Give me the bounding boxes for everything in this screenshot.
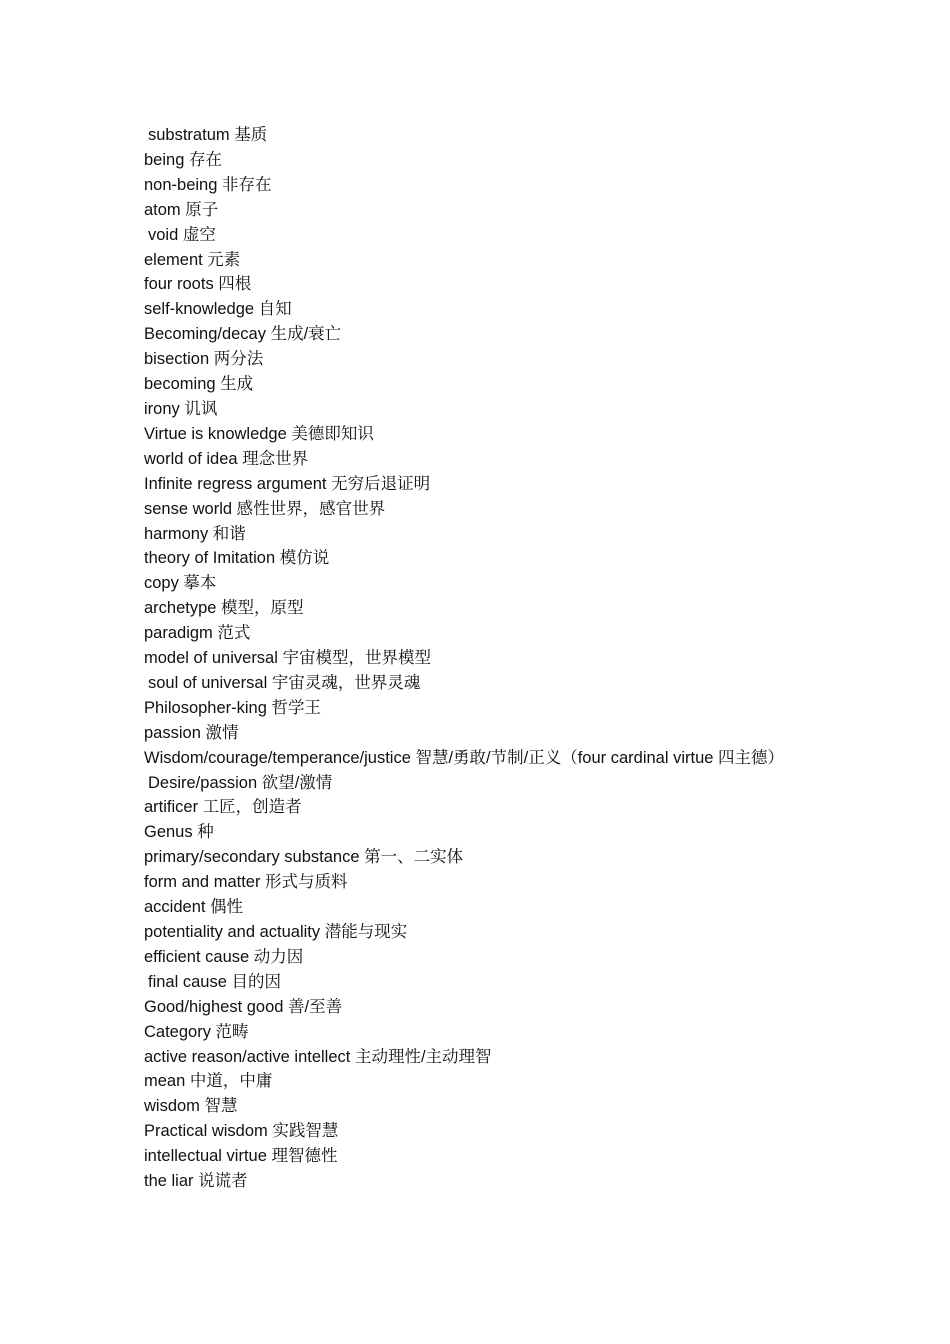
glossary-term: Category 范畴 (144, 1022, 249, 1041)
glossary-list (144, 123, 810, 1194)
glossary-term: Practical wisdom 实践智慧 (144, 1122, 339, 1141)
glossary-term: Becoming/decay 生成/衰亡 (144, 325, 342, 344)
glossary-term: irony 讥讽 (144, 399, 218, 418)
glossary-term: four roots 四根 (144, 275, 252, 294)
glossary-term: being 存在 (144, 150, 222, 169)
glossary-term: active reason/active intellect 主动理性/主动理智 (144, 1047, 492, 1066)
glossary-term: non-being 非存在 (144, 175, 272, 194)
glossary-term: bisection 两分法 (144, 350, 264, 369)
glossary-term: primary/secondary substance 第一、二实体 (144, 848, 464, 867)
glossary-term: self-knowledge 自知 (144, 300, 292, 319)
glossary-term: becoming 生成 (144, 375, 254, 394)
glossary-term: substratum 基质 (148, 126, 268, 144)
glossary-term: efficient cause 动力因 (144, 947, 304, 966)
glossary-term: Philosopher-king 哲学王 (144, 698, 321, 717)
glossary-term: the liar 说谎者 (144, 1172, 248, 1191)
glossary-term: final cause 目的因 (148, 972, 281, 991)
glossary-term: archetype 模型，原型 (144, 599, 304, 618)
glossary-term: Infinite regress argument 无穷后退证明 (144, 474, 431, 493)
glossary-term: theory of Imitation 模仿说 (144, 549, 330, 568)
glossary-term: sense world 感性世界，感官世界 (144, 499, 386, 518)
glossary-term: mean 中道，中庸 (144, 1072, 273, 1091)
glossary-term: Wisdom/courage/temperance/justice 智慧/勇敢/节制/正义（four cardinal virtue 四主德） (144, 748, 785, 767)
glossary-term: artificer 工匠，创造者 (144, 798, 302, 817)
glossary-term: potentiality and actuality 潜能与现实 (144, 923, 408, 941)
glossary-term: Virtue is knowledge 美德即知识 (144, 424, 374, 443)
glossary-term: form and matter 形式与质料 (144, 873, 348, 892)
glossary-term: intellectual virtue 理智德性 (144, 1147, 338, 1166)
glossary-term: paradigm 范式 (144, 624, 251, 643)
glossary-term: soul of universal 宇宙灵魂，世界灵魂 (148, 673, 421, 692)
glossary-term: world of idea 理念世界 (144, 449, 309, 468)
glossary-term: passion 激情 (144, 723, 239, 742)
glossary-term: void 虚空 (148, 225, 216, 244)
glossary-term: copy 摹本 (144, 574, 217, 593)
glossary-term: wisdom 智慧 (144, 1097, 238, 1116)
glossary-term: harmony 和谐 (144, 524, 246, 543)
glossary-term: atom 原子 (144, 200, 219, 219)
glossary-term: Genus 种 (144, 823, 214, 842)
glossary-term: element 元素 (144, 250, 241, 269)
glossary-term: model of universal 宇宙模型，世界模型 (144, 649, 431, 668)
glossary-term: Desire/passion 欲望/激情 (148, 773, 333, 792)
glossary-term: accident 偶性 (144, 898, 244, 917)
glossary-term: Good/highest good 善/至善 (144, 997, 343, 1016)
